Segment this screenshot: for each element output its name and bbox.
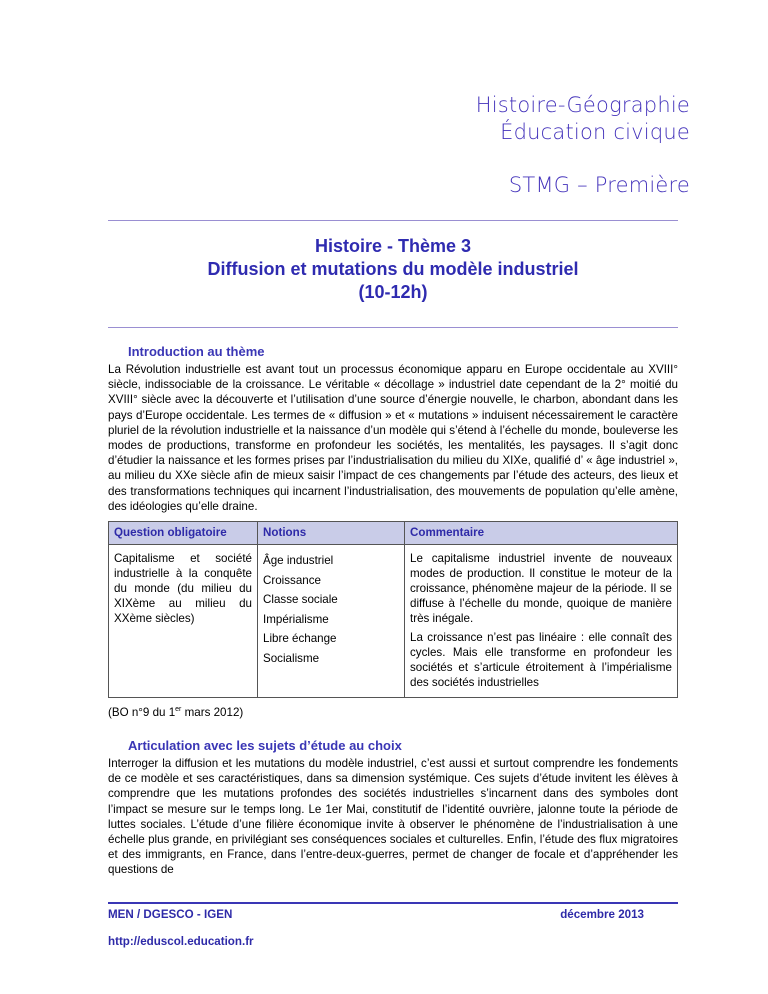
articulation-paragraph: Interroger la diffusion et les mutations du modèle industriel, c’est aussi et surtout comprendre les fondements de ce modèle et ses caractéristiques, dans sa dimension systémique. Ces sujets d’étude invitent les élèves à comprendre que les mutations profondes des sociétés industrielles s’incarnent dans des symboles dont l’impact se mesure sur le temps long. Le 1er Mai, constitutif de l’identité ouvrière, jalonne toute la période de luttes sociales. L’étude d’une filière économique invite à observer le phénomène de l’industrialisation à une échelle plus grande, en privilégiant ses conséquences sociales et culturelles. Enfin, l’étude des flux migratoires et des immigrants, en France, dans l’entre-deux-guerres, permet de changer de focale et d’appréhender les questions de (108, 757, 678, 877)
notion-item: Âge industriel (263, 554, 334, 567)
notion-item: Socialisme (263, 651, 320, 665)
document-header (476, 92, 690, 199)
theme-title-line3: (10-12h) (358, 282, 428, 302)
theme-title-line2: Diffusion et mutations du modèle industriel (207, 259, 579, 279)
top-divider (108, 220, 678, 221)
articulation-heading: Articulation avec les sujets d’étude au choix (128, 738, 402, 753)
source-sup: er (175, 706, 182, 714)
table-header-row (109, 522, 678, 545)
level-title: STMG – Première (508, 173, 690, 197)
notion-item: Classe sociale (263, 593, 338, 607)
table-row (109, 545, 678, 698)
footer-date: décembre 2013 (560, 908, 644, 921)
comment-paragraph-2: La croissance n’est pas linéaire : elle connaît des cycles. Mais elle transforme en profondeur les sociétés et s’articule étroitement à l’impérialisme des sociétés industrielles (410, 631, 672, 689)
header-question: Question obligatoire (109, 522, 258, 545)
subject-title-line2: Éducation civique (500, 120, 690, 144)
question-cell: Capitalisme et société industrielle à la conquête du monde (du milieu du XIXème au milieu du XXème siècles) (109, 545, 258, 698)
footer-url: http://eduscol.education.fr (108, 935, 254, 948)
notion-item: Libre échange (263, 632, 337, 646)
theme-title (108, 235, 678, 304)
comment-paragraph-1: Le capitalisme industriel invente de nouveaux modes de production. Il constitue le moteur de la croissance, phénomène majeur de la période. Il se diffuse à l’échelle du monde, quoique de manière très inégale. (410, 552, 672, 625)
theme-title-line1: Histoire - Thème 3 (314, 236, 472, 256)
program-table (108, 521, 678, 698)
intro-heading: Introduction au thème (128, 344, 265, 359)
footer-organization: MEN / DGESCO - IGEN (108, 908, 233, 921)
notions-cell (258, 545, 405, 698)
notion-item: Impérialisme (263, 612, 329, 626)
source-text-end: mars 2012) (181, 706, 244, 719)
footer-divider (108, 902, 678, 904)
title-divider (108, 327, 678, 328)
comment-cell (405, 545, 678, 698)
source-text: (BO n°9 du 1 (108, 706, 176, 719)
source-reference (108, 706, 243, 719)
intro-paragraph: La Révolution industrielle est avant tout un processus économique apparu en Europe occidentale au XVIII° siècle, indissociable de la croissance. Le véritable « décollage » industriel date cependant de la 2° moitié du XVIII° siècle avec la découverte et l’utilisation d’une source d’énergie nouvelle, le charbon, abondant dans les pays d’Europe occidentale. Les termes de « diffusion » et « mutations » induisent nécessairement le caractère pluriel de la révolution industrielle et la naissance d’un modèle qui s’étend à l’échelle du monde, bouleverse les modes de productions, transforme en profondeur les sociétés, les mentalités, les paysages. Il s’agit donc d’étudier la naissance et les formes prises par l’industrialisation du milieu du XIXe, qualifié d’ « âge industriel », au milieu du XXe siècle afin de mieux saisir l’impact de ces changements par l’étude des acteurs, des lieux et des transformations techniques qui incarnent l’industrialisation, des mouvements de population qu’elle amène, des idéologies qu’elle draine. (108, 363, 678, 513)
header-notions: Notions (258, 522, 405, 545)
notion-item: Croissance (263, 573, 321, 587)
header-comment: Commentaire (405, 522, 678, 545)
subject-title-line1: Histoire-Géographie (475, 93, 690, 117)
